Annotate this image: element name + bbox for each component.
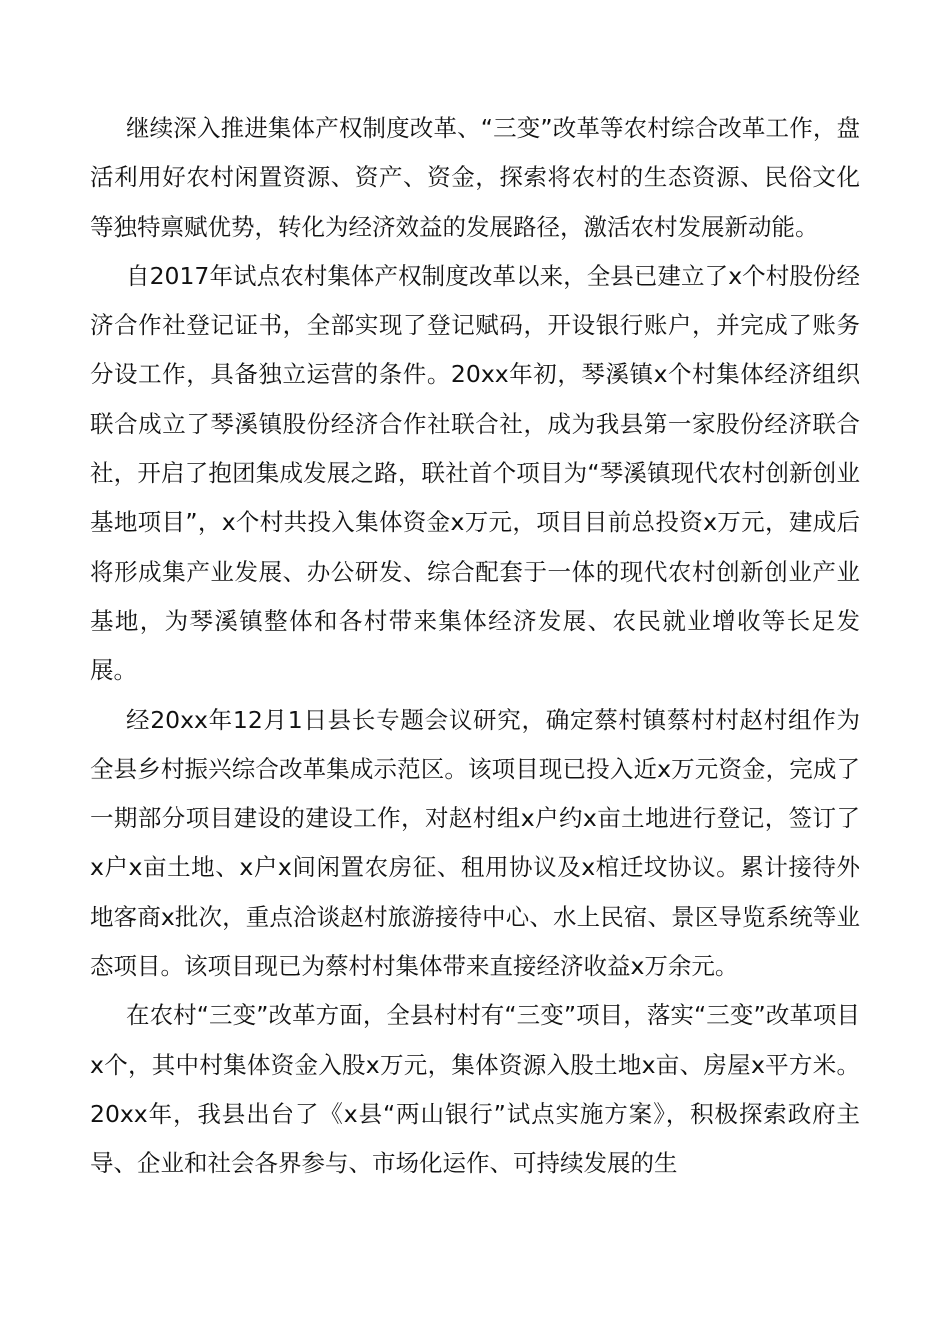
paragraph-collective-property-reform: 自2017年试点农村集体产权制度改革以来，全县已建立了x个村股份经济合作社登记证书，全部实现了登记赋码，开设银行账户，并完成了账务分设工作，具备独立运营的条件。20xx年初，琴溪镇x个村集体经济组织联合成立了琴溪镇股份经济合作社联合社，成为我县第一家股份经济联合社，开启了抱团集成发展之路，联社首个项目为“琴溪镇现代农村创新创业基地项目”，x个村共投入集体资金x万元，项目目前总投资x万元，建成后将形成集产业发展、办公研发、综合配套于一体的现代农村创新创业产业基地，为琴溪镇整体和各村带来集体经济发展、农民就业增收等长足发展。 [90, 261, 860, 685]
paragraph-reform-overview: 继续深入推进集体产权制度改革、“三变”改革等农村综合改革工作，盘活利用好农村闲置资源、资产、资金，探索将农村的生态资源、民俗文化等独特禀赋优势，转化为经济效益的发展路径，激活农村发展新动能。 [90, 114, 860, 241]
paragraph-demonstration-zone: 经20xx年12月1日县长专题会议研究，确定蔡村镇蔡村村赵村组作为全县乡村振兴综合改革集成示范区。该项目现已投入近x万元资金，完成了一期部分项目建设的建设工作，对赵村组x户约x亩土地进行登记，签订了x户x亩土地、x户x间闲置农房征、租用协议及x棺迁坟协议。累计接待外地客商x批次，重点洽谈赵村旅游接待中心、水上民宿、景区导览系统等业态项目。该项目现已为蔡村村集体带来直接经济收益x万余元。 [90, 705, 860, 981]
paragraph-three-changes-reform: 在农村“三变”改革方面，全县村村有“三变”项目，落实“三变”改革项目x个，其中村集体资金入股x万元，集体资源入股土地x亩、房屋x平方米。20xx年，我县出台了《x县“两山银行”试点实施方案》，积极探索政府主导、企业和社会各界参与、市场化运作、可持续发展的生 [90, 1001, 860, 1178]
document-body [90, 104, 860, 1189]
